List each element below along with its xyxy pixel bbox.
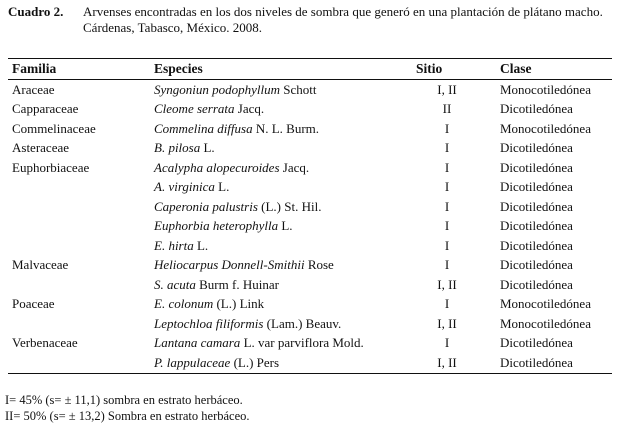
- cell-clase: Dicotiledónea: [500, 179, 573, 195]
- cell-familia: [8, 197, 150, 217]
- cell-clase: Dicotiledónea: [500, 257, 573, 273]
- species-author: Schott: [280, 81, 317, 97]
- cell-familia: Malvaceae: [12, 257, 69, 273]
- cell-sitio: I: [444, 140, 450, 156]
- species-name: Acalypha alopecuroides: [154, 159, 280, 175]
- cell-familia: Araceae: [12, 81, 55, 97]
- species-name: Syngoniun podophyllum: [154, 81, 281, 97]
- species-name: Lantana camara: [154, 335, 241, 351]
- table-row: [8, 353, 612, 373]
- table-row: [8, 334, 612, 354]
- table-row: [8, 275, 612, 295]
- cell-especie: [150, 295, 416, 315]
- cell-especie: [150, 139, 416, 159]
- species-name: Euphorbia heterophylla: [154, 218, 279, 234]
- species-name: P. lappulaceae: [154, 354, 231, 370]
- cell-especie: [150, 119, 416, 139]
- species-name: Cleome serrata: [154, 101, 235, 117]
- table-row: [8, 178, 612, 198]
- cell-clase: Monocotiledónea: [500, 120, 591, 136]
- caption-text: Arvenses encontradas en los dos niveles de sombra que generó en una plantación de plátano macho. Cárdenas, Tabasco, México. 2008.: [83, 4, 603, 35]
- species-author: (L.) Link: [213, 296, 265, 312]
- cell-sitio: I, II: [437, 315, 457, 331]
- cell-familia: [8, 178, 150, 198]
- species-name: S. acuta: [154, 276, 196, 292]
- cell-especie: [150, 256, 416, 276]
- cell-clase: Dicotiledónea: [496, 353, 612, 373]
- cell-sitio: I: [444, 296, 450, 312]
- species-author: L.: [193, 237, 209, 253]
- header-clase: Clase: [496, 59, 612, 80]
- species-name: Heliocarpus Donnell-Smithii: [154, 257, 305, 273]
- species-name: E. colonum: [154, 296, 214, 312]
- table-caption: [8, 4, 608, 36]
- species-name: E. hirta: [154, 237, 194, 253]
- header-familia: Familia: [8, 59, 150, 80]
- cell-familia: Verbenaceae: [12, 335, 78, 351]
- cell-familia: Asteraceae: [12, 140, 70, 156]
- table-row: [8, 139, 612, 159]
- cell-clase: Dicotiledónea: [500, 159, 573, 175]
- cell-clase: Monocotiledónea: [500, 315, 591, 331]
- cell-clase: Dicotiledónea: [500, 335, 573, 351]
- cell-sitio: I: [444, 159, 450, 175]
- cell-sitio: II: [442, 101, 452, 117]
- cell-familia: Capparaceae: [12, 101, 79, 117]
- species-author: L.: [200, 140, 215, 156]
- cell-familia: [8, 275, 150, 295]
- table-row: [8, 256, 612, 276]
- species-author: Burm f. Huinar: [195, 276, 279, 292]
- species-author: Jacq.: [234, 101, 265, 117]
- cell-especie: [150, 100, 416, 120]
- footnote-2: II= 50% (s= ± 13,2) Sombra en estrato herbáceo.: [5, 409, 250, 423]
- header-sitio: Sitio: [416, 59, 496, 80]
- header-row: [8, 59, 612, 80]
- cell-sitio: I, II: [437, 276, 457, 292]
- species-name: B. pilosa: [154, 140, 201, 156]
- species-author: (L.) Pers: [230, 354, 280, 370]
- cell-sitio: I: [444, 335, 450, 351]
- species-author: Jacq.: [279, 159, 310, 175]
- cell-familia: [8, 217, 150, 237]
- cell-clase: Dicotiledónea: [500, 218, 573, 234]
- cell-sitio: I, II: [437, 81, 457, 97]
- species-author: (Lam.) Beauv.: [263, 315, 342, 331]
- table-body: [8, 80, 612, 374]
- cell-especie: [150, 236, 416, 256]
- cell-sitio: I: [444, 257, 450, 273]
- cell-familia: [8, 353, 150, 373]
- cell-especie: [150, 158, 416, 178]
- cell-especie: [150, 217, 416, 237]
- cell-clase: Dicotiledónea: [500, 237, 573, 253]
- cell-sitio: I, II: [416, 353, 496, 373]
- table-row: [8, 295, 612, 315]
- species-author: Rose: [304, 257, 334, 273]
- cell-familia: Poaceae: [12, 296, 55, 312]
- cell-familia: Euphorbiaceae: [12, 159, 90, 175]
- cell-especie: [150, 334, 416, 354]
- caption-label: Cuadro 2.: [8, 4, 64, 19]
- cell-familia: [8, 314, 150, 334]
- cell-especie: [150, 197, 416, 217]
- table-row: [8, 119, 612, 139]
- cell-clase: Dicotiledónea: [500, 198, 573, 214]
- cell-sitio: I: [444, 120, 450, 136]
- table-row: [8, 314, 612, 334]
- species-author: L.: [214, 179, 230, 195]
- species-table: [8, 58, 612, 374]
- species-name: Caperonia palustris: [154, 198, 258, 214]
- cell-clase: Monocotiledónea: [500, 81, 591, 97]
- species-author: L.: [278, 218, 293, 234]
- table-row: [8, 100, 612, 120]
- cell-especie: [150, 275, 416, 295]
- cell-clase: Dicotiledónea: [500, 101, 573, 117]
- cell-sitio: I: [444, 237, 450, 253]
- cell-clase: Dicotiledónea: [500, 276, 573, 292]
- table-row: [8, 236, 612, 256]
- cell-familia: Commelinaceae: [12, 120, 96, 136]
- species-name: Commelina diffusa: [154, 120, 253, 136]
- cell-clase: Monocotiledónea: [500, 296, 591, 312]
- cell-especie: [150, 178, 416, 198]
- footnotes: [5, 392, 250, 424]
- table-row: [8, 197, 612, 217]
- species-author: N. L. Burm.: [252, 120, 320, 136]
- footnote-1: I= 45% (s= ± 11,1) sombra en estrato herbáceo.: [5, 393, 243, 407]
- cell-especie: [150, 353, 416, 373]
- cell-sitio: I: [444, 198, 450, 214]
- cell-familia: [8, 236, 150, 256]
- table-row: [8, 80, 612, 100]
- species-author: (L.) St. Hil.: [257, 198, 322, 214]
- species-name: A. virginica: [154, 179, 215, 195]
- cell-clase: Dicotiledónea: [500, 140, 573, 156]
- table-row: [8, 158, 612, 178]
- cell-sitio: I: [444, 218, 450, 234]
- species-author: L. var parviflora Mold.: [240, 335, 364, 351]
- cell-especie: [150, 314, 416, 334]
- cell-especie: [150, 80, 416, 100]
- table-row: [8, 217, 612, 237]
- header-especies: Especies: [150, 59, 416, 80]
- species-name: Leptochloa filiformis: [154, 315, 264, 331]
- cell-sitio: I: [444, 179, 450, 195]
